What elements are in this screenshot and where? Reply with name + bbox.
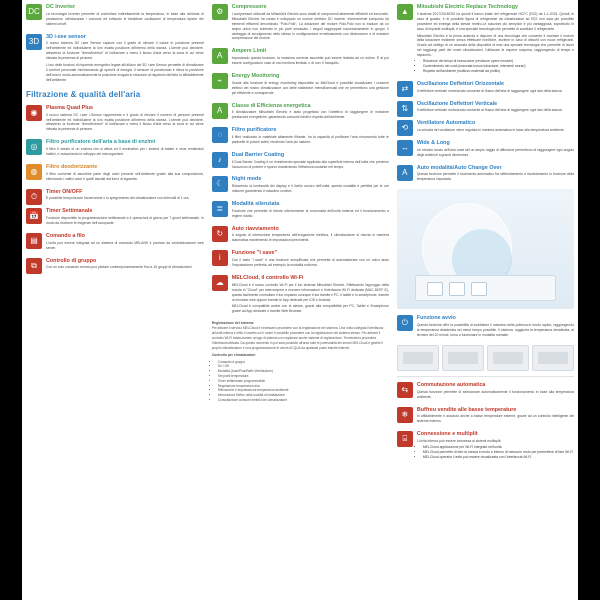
feature-body: Questa funzione offre la possibilità di soddisfare il massimo della potenza in modo rapido, raggiungendo la temperatura desiderata nel minor tempo possibile. Il sistema, raggiunta la temperatura desiderata, al termine dei 20 minuti, torna a funzionare in modalità normale. [416, 323, 574, 337]
vent-1 [427, 282, 443, 296]
divider [397, 376, 574, 377]
purify-icon: ◎ [26, 139, 42, 155]
feature-title: Filtro deodorizzante [46, 163, 98, 170]
list-item: • Consultazione consumi elettrici del climatizzatore [218, 398, 389, 403]
feature-body: In affidabilmente è assoluto anche a basse temperature esterne, grazie ad un controllo intelligente del sistema esterno. [416, 414, 574, 424]
feature-title: Buffreu vendite alle basse temperature [416, 406, 517, 413]
feature-multisplit-connection [397, 431, 574, 460]
feature-body: L'unità può essere integrata ad un sistema di comando MELANS e previsto da centralizzazione web server. [46, 240, 204, 250]
i-save-icon: i [212, 250, 228, 266]
list-item: • MELCloud permette di fare la messa in moto e interno di messa in moto per permettere di fare Wi-Fi. [423, 450, 574, 455]
wide-long-icon: ↔ [397, 140, 413, 156]
feature-auto-fan [397, 120, 574, 133]
feature-enzyme-filter [26, 139, 204, 157]
auto-vane-icon: ⟲ [397, 120, 413, 136]
melcloud-notes-list [417, 445, 574, 460]
weekly-timer-icon: 📅 [26, 208, 42, 224]
list-item: • Informazioni Meteo nella località di installazione [218, 393, 389, 398]
feature-silent-mode [212, 201, 389, 219]
dehumidify-icon: ◌ [212, 127, 228, 143]
controls-list [212, 360, 389, 403]
feature-title: Commutazione automatica [416, 381, 486, 388]
feature-night-mode [212, 176, 389, 194]
feature-body: MELCloud è il nuovo controllo Wi-Fi per il tuo sistema Mitsubishi Electric. Effettuando l'appoggio della nuvola in "Cloud" per interrompere e ricevere informazioni e l'interfaccia Wi-Fi dedicata (MAC-567IF-E), questa facilmente controllare il tuo impianto ovunque ti sia tramite il PC, il tablet e lo smartphone, tramite un browser web oppure tramite le App dedicate per iOS e Android. [231, 282, 389, 302]
feature-compressor [212, 4, 389, 41]
feature-dc-inverter [26, 4, 204, 27]
vertical-vane-icon: ⇅ [397, 101, 413, 117]
feature-body: Il climatizzatore Mitsubishi Electric è stato progettato con l'obiettivo di raggiungere le massime prestazioni energetiche, garantendo consumi ridotti e rispetto dell'ambiente. [231, 110, 389, 120]
energy-monitoring-icon: ⌁ [212, 73, 228, 89]
feature-energy-class [212, 103, 389, 121]
column-left [22, 2, 208, 600]
feature-weekly-timer [26, 208, 204, 226]
feature-title: Plasma Quad Plus [46, 104, 94, 111]
feature-title: Wide & Long [416, 140, 450, 147]
feature-title: Dual Barrier Coating [231, 151, 285, 158]
silent-icon: ♪ [212, 152, 228, 168]
feature-body: La tecnologia inverter permette di controllare indirettamente la temperatura, in base alla richiesta di prestazioni, ottimizzando i consumi ed evitando le fastidiose oscillazioni di temperatura tipiche dei sistemi on/off. [46, 11, 204, 26]
feature-title: Oscillazione Deflettori Orizzontale [416, 81, 505, 87]
energy-class-icon: A [212, 103, 228, 119]
melcloud-icon: ☁ [212, 275, 228, 291]
column-center [208, 2, 393, 600]
feature-title: Controllo di gruppo [46, 257, 97, 264]
list-item: • Regolazione temperatura aria [218, 384, 389, 389]
feature-body: Riducendo la luminosità del display e il livello sonoro dell'unità, questa modalità è perfetta per le ore notturne garantendo il massimo comfort. [231, 184, 389, 194]
feature-replace-technology [397, 4, 574, 74]
list-item: • Comando a gruppo [218, 360, 389, 365]
registration-block [212, 321, 389, 402]
thumbnail-4 [532, 345, 574, 371]
timer-icon: ⏱ [26, 189, 42, 205]
compressor-icon: ⚙ [212, 4, 228, 20]
feature-ampere-limit [212, 48, 389, 66]
feature-title: Modalità silenziata [231, 201, 280, 208]
feature-body: Grazie alla funzione di energy monitoring disponibile su MelCloud è possibile visualizzare i consumi elettrici del nostro climatizzatore con delle statistiche mensili/annuali che ne permettono una gestione più efficiente e consapevole. [231, 80, 389, 95]
replace-benefits-list [417, 59, 574, 74]
feature-body: Funzione disponibile la programmazione settimanale a 4 operazioni al giorno per 7 giorni settimanale, in modo da risolvere le esigenze dell'occupante. [46, 216, 204, 225]
feature-title: Energy Monitoring [231, 73, 280, 79]
feature-title: Connessione e multiplit [416, 431, 478, 438]
thumbnail-2 [442, 345, 484, 371]
feature-body: La velocità del ventilatore viene regolata in maniera automatica in base alla temperatura ambiente. [416, 128, 565, 133]
auto-restart-icon: ↻ [212, 226, 228, 242]
feature-title: Filtro purificatore [231, 127, 277, 134]
feature-body-2: L'uso delle funzioni di risparmio energetico legate all'utilizzo del 3D i-see Sensor permette di climatizzare il comfort personale minimizzando gli sprechi di energia. Il sensore di posizionato e rileva la posizione dell'aria in modo automaticamente la posizione erogata in relazione al risparmio dell'aria in affidabilmente dell'ambiente. [46, 63, 204, 82]
feature-body: Impostando questa funzione, la massima corrente assorbita può essere limitata ad un ordine. È al poi essere configurata in caso di uno fornitura limitata, o di non, il tranquillo. [231, 56, 389, 66]
feature-body: È possibile temporizzare l'accensione o lo spegnimento del climatizzatore con intervalli di 1 ora. [46, 196, 190, 201]
column-right [393, 2, 578, 600]
advanced-modes-icon: ≣ [212, 201, 228, 217]
feature-body: Questa funzione permette il movimento automatico fra raffreddamento e riscaldamento in funzione della temperatura impostata. [416, 172, 574, 182]
feature-energy-monitoring [212, 73, 389, 96]
feature-body: Il filtro consente di assorbire parte degli odori presenti nell'ambiente grazie alla sua composizione, eliminando i cattivi odori e quelli lasciati dal fumo di sigaretta. [46, 171, 204, 181]
deodorize-icon: ◍ [26, 164, 42, 180]
feature-title: Ventilatore Automatico [416, 120, 476, 127]
product-image [397, 189, 574, 309]
section-title-air: Filtrazione & qualità dell'aria [26, 89, 141, 99]
list-item: • Set point temperatura [218, 374, 389, 379]
feature-title: DC Inverter [46, 4, 76, 10]
list-item: • MELCloud applicazione per Wi-Fi integrato nell'unità. [423, 445, 574, 450]
feature-body: L'unità interna può essere connessa ai sistemi multisplit. [416, 438, 502, 443]
feature-body: Il nuovo sistema DC i-see i-Sensor rappresenta e il grado di rilevare il numero di persone presenti nell'ambiente ed individuarne la loro esatta posizione all'interno della stanza. L'utente può decidere, attraverso la funzione "direct/indirect" di indirizzare o meno il flusso d'aria verso la zona in cui viene rilevata la presenza di persone. [46, 112, 204, 132]
feature-auto-restart [212, 226, 389, 244]
feature-deodorizing-filter [26, 164, 204, 182]
feature-horizontal-vane [397, 81, 574, 94]
list-item: • Rispetto dell'ambiente (riutilizzo materiali da profilo) [423, 69, 574, 74]
list-item: • Contenimento dei costi (mancata bonus tubazione, interventi murari) [423, 64, 574, 69]
feature-low-temperature [397, 407, 574, 425]
feature-body: Funzione che permette di ridurre ulteriormente la rumorosità dell'unità esterna ed il funzionamento a regime ridotto. [231, 208, 389, 218]
right-margin [578, 0, 600, 600]
feature-title: Night mode [231, 176, 262, 183]
feature-body: Il filtro è dotato di un enzima che si attiva ed il enzimatico per i sistemi di batteri e virus rendendoli inattivi, e ostacolando lo sviluppo dei microrganismi. [46, 147, 204, 156]
feature-body: Il deflettore verticale motorizzato consente al flusso dell'aria di raggiungere ogni lato della stanza. [416, 108, 563, 113]
horizontal-vane-icon: ⇄ [397, 81, 413, 97]
feature-title: Mitsubishi Electric Replace Technology [416, 4, 518, 10]
controls-title: Controllo per climatizzatori [211, 353, 256, 358]
multi-connection-icon: ⌸ [397, 431, 413, 447]
feature-body: Il deflettore verticale motorizzato consente di flusso dell'aria di raggiungere ogni lato della stanza. [416, 88, 563, 93]
feature-title: Comando a filo [46, 232, 85, 239]
feature-title: Oscillazione Deflettori Verticale [416, 100, 498, 107]
feature-title: Timer ON/OFF [46, 188, 83, 195]
feature-3d-sensor [26, 34, 204, 83]
feature-title: Classe di Efficienza energetica [231, 102, 311, 109]
feature-body: Il nuovo sistema 3D i-see Sensor capisce con il grado di rilevare il calore in posizione presenti nell'ambiente ed individuarne la loro esatta posizione all'interno della stanza. L'utente può decidere, attraverso la funzione "direct/indirect" di indirizzare o meno il flusso d'aria verso la zona in cui viene rilevata la presenza di persone. [46, 41, 204, 61]
list-item: • Modalità (Auto/Plus/Raffr./Ventilazione) [218, 369, 389, 374]
ampere-limit-icon: A [212, 48, 228, 64]
registration-body: Per attivare il servizio MELCloud è necessario procedere con la registrazione del sistema. Una volta collegata l'interfaccia all'unità interna e infilo il cavetto sul il router è possibile procedere con la registrazione del sistema stesso. Per attivare il controllo Wi-Fi basta avviare un'app di sistema con registrare anche sistema di registrazione. Terminata la procedura l'interfaccia attivata. Da questo momento in poi sarà possibile all'area tutte le potenzialità dei servizi MELCloud e gestire il proprio climatizzatore e una programmazione di valore ACQUA da qualsiasi posto tramite internet. [211, 326, 384, 350]
wired-remote-icon: ▤ [26, 233, 42, 249]
plasma-icon: ◉ [26, 105, 42, 121]
feature-title: Auto riavviamento [231, 225, 279, 232]
feature-plasma-quad-plus [26, 105, 204, 133]
feature-body: A seguito di interruzione temporanea dell'erogazione elettrica, il climatizzatore si riavvia in maniera automatica mantenendo le impostazioni precedenti. [231, 233, 389, 243]
list-item: • Riduzione dei tempi di esecuzione (revisione opere murarie) [423, 59, 574, 64]
feature-title: MELCloud, il controllo Wi-Fi [231, 274, 304, 281]
vent-2 [449, 282, 465, 296]
feature-body: Il sistema 2017/2018/032 ha quindi il banco totale del refrigerante HCFC (R22) da 1-1-2015. Quindi, in caso di guasto, è di possibile figura di refrigerante da climatizzatori ad R22 non sarà più possibile procedere ed entrega della stesse reintro-Le soluzioni più semplice è più vantaggiosa, soprattutto in caso di impianti multisplit, è una speciale tecnologia che permette di sostituire il refrigerante. [416, 11, 574, 31]
feature-auto-commutation [397, 382, 574, 400]
vent-3 [471, 282, 487, 296]
list-item: • Rilevazione e impostazione temperatura ambiente [218, 388, 389, 393]
list-item: • Timer settimanale programmabile [218, 379, 389, 384]
feature-dual-barrier-coating [212, 152, 389, 170]
feature-body: Con un solo comando remoto può pilotare contemporaneamente fino a 16 gruppi di climatizzatori. [46, 265, 193, 270]
3d-sensor-icon: 3D [26, 34, 42, 50]
power-icon: ⏻ [397, 315, 413, 331]
feature-body-2: MELCloud è compatibile anche con le stesse, grazie alla compatibilità per PC, Tablet e Smartphone grazie ad App dedicate o tramite Web Browser. [231, 304, 389, 314]
feature-title: Funzione "I save" [231, 250, 277, 257]
mitsubishi-icon: ▲ [397, 4, 413, 20]
thumbnail-strip [397, 345, 574, 371]
feature-air-purifier-filter [212, 127, 389, 145]
feature-group-control [26, 258, 204, 271]
feature-body: I compressori utilizzati da Mitsubishi Electric sono dotati di componenti altamente efficienti ed innovativi. Mitsubishi Electric ha creato e sviluppato un motore elettrico DC inverter, internamente composto da elementi efficienti denominato "Poki-Poki", La dotazione del motore Poki-Poki non si traduce da un ampio unico non bobinato in più parti smussato, i singoli raggruppati successivamente in gruppi. Il vantaggio di avvolgimento dello stesso in configurazione ermeticamente con diminuzione e di massimi compressione del motore. [231, 11, 389, 41]
feature-body: Il Dual Barrier Coating è un rivestimento speciale applicato alla superficie interna dell'unità che previene l'accumulo di polvere e sporco mantenendo l'efficienza costante nel tempo. [231, 159, 389, 169]
feature-title: Auto modalità/Auto Change Over [416, 164, 502, 171]
thumbnail-3 [487, 345, 529, 371]
list-item: • On / Off [218, 364, 389, 369]
feature-power-start [397, 315, 574, 338]
feature-body: Questa funzione permette di selezionare automaticamente il funzionamento in base alla temperatura ambiente. [416, 389, 574, 399]
feature-i-save [212, 250, 389, 268]
left-margin [0, 0, 22, 600]
auto-mode-icon: A [397, 165, 413, 181]
registration-title: Registrazione del sistema [211, 321, 254, 326]
feature-title: Timer Settimanale [46, 208, 93, 215]
auto-comm-icon: ⇆ [397, 382, 413, 398]
feature-title: Compressore [231, 4, 267, 10]
page-content [22, 0, 578, 600]
feature-title: Ampere Limit [231, 48, 267, 55]
feature-wide-long [397, 140, 574, 158]
list-item: • MELCloud operator l'unità può essere visualizzata con l'interfaccia Wi-Fi. [423, 455, 574, 460]
feature-body-2: Mitsubishi Electric è la prima azienda a disporre di una tecnologia che consente il montare il motore della tubazione esistente senza effettuare bonifiche, avviene in caso di disturbi con nuovi refrigeranti. Grazie ad obbligo di un accurata della dispositivi di essi una speciale tecnologia che permette di lavori nei raggiungi parti dei nostri climatizzatori, l'utilizzare le esporre sospesa, raggiungendo di tempo e risparmio. [416, 33, 574, 58]
feature-auto-change-over [397, 165, 574, 183]
feature-vertical-vane [397, 101, 574, 114]
feature-body: Un elevato lancio dell'aria onde tali un ampio raggio di diffusione permettono di raggiungere ogni angolo degli ambienti a grandi dimensioni. [416, 147, 574, 157]
feature-melcloud [212, 275, 389, 314]
feature-title: Funzione avvio [416, 315, 456, 322]
dc-inverter-icon: DC [26, 4, 42, 20]
feature-title: Filtro purificatore dell'aria a base di enzimi [46, 139, 156, 146]
low-temp-icon: ❄ [397, 407, 413, 423]
feature-timer-onoff [26, 189, 204, 202]
feature-body: Il filtro realizzato in materiale altamente filtrante, ha la capacità di purificare l'aria rimuovendo tutte le particelle di polveri sottili, rendendo l'aria più salubre. [231, 134, 389, 144]
group-control-icon: ⧉ [26, 258, 42, 274]
feature-body: Con il tasto "i save" è una funzione semplificata che permette di automatizzare con un unico tasto l'impostazione preferita, ad esempio la modalità notturna. [231, 258, 389, 267]
feature-title: 3D i-see sensor [46, 33, 86, 40]
feature-wired-remote [26, 233, 204, 251]
thumbnail-1 [397, 345, 439, 371]
night-mode-icon: ☾ [212, 176, 228, 192]
